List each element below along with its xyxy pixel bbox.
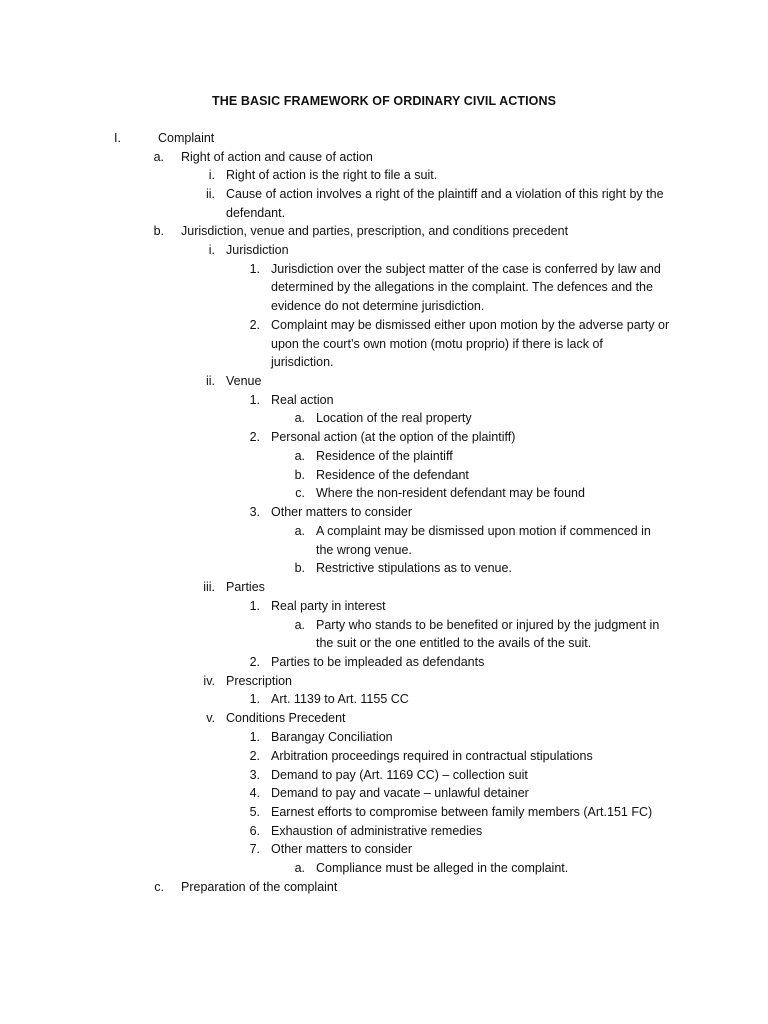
outline-marker: iii. [203,580,215,594]
outline-marker: 1. [249,692,260,706]
outline-text: jurisdiction. [271,355,334,369]
outline-text: Demand to pay (Art. 1169 CC) – collection suit [271,768,528,782]
outline-marker: c. [154,880,164,894]
outline-marker: b. [153,224,164,238]
outline-text: Parties to be impleaded as defendants [271,655,485,669]
outline-text: Compliance must be alleged in the complaint. [316,861,569,875]
outline-text: Prescription [226,674,292,688]
outline-text: Restrictive stipulations as to venue. [316,561,512,575]
outline-text: Venue [226,374,262,388]
outline-text: the wrong venue. [316,543,412,557]
outline-text: Other matters to consider [271,842,413,856]
outline-text: upon the court’s own motion (motu proprio) if there is lack of [271,337,603,351]
outline-marker: iv. [203,674,215,688]
outline-marker: 1. [249,730,260,744]
outline-marker: i. [208,243,215,257]
outline-text: Preparation of the complaint [181,880,338,894]
outline-marker: 2. [249,318,260,332]
outline-text: Parties [226,580,265,594]
outline-text: Art. 1139 to Art. 1155 CC [271,692,409,706]
outline-text: Other matters to consider [271,505,413,519]
outline-text: Arbitration proceedings required in contractual stipulations [271,749,593,763]
outline-marker: 3. [249,505,260,519]
outline-marker: 3. [249,768,260,782]
outline-marker: 1. [249,599,260,613]
outline-text: Earnest efforts to compromise between family members (Art.151 FC) [271,805,653,819]
outline-marker: 1. [249,262,260,276]
outline-text: defendant. [226,206,286,220]
outline-marker: a. [294,411,305,425]
outline-marker: a. [294,861,305,875]
document-title: THE BASIC FRAMEWORK OF ORDINARY CIVIL ACTIONS [211,94,557,108]
outline-text: Exhaustion of administrative remedies [271,824,483,838]
outline-marker: a. [294,618,305,632]
outline-text: Where the non-resident defendant may be found [316,486,585,500]
outline-marker: 6. [249,824,260,838]
outline-marker: ii. [205,374,215,388]
outline-marker: a. [153,150,164,164]
outline-marker: 2. [249,749,260,763]
outline-marker: a. [294,524,305,538]
outline-marker: 2. [249,430,260,444]
outline-text: Personal action (at the option of the plaintiff) [271,430,516,444]
outline-text: Jurisdiction [226,243,289,257]
outline-marker: i. [208,168,215,182]
outline-text: Conditions Precedent [226,711,346,725]
outline-text: Jurisdiction, venue and parties, prescription, and conditions precedent [181,224,569,238]
outline-marker: c. [295,486,305,500]
outline-marker: 5. [249,805,260,819]
outline-text: Cause of action involves a right of the plaintiff and a violation of this right by the [226,187,664,201]
outline-marker: ii. [205,187,215,201]
outline-text: evidence do not determine jurisdiction. [271,299,485,313]
outline-marker: b. [294,468,305,482]
outline-text: A complaint may be dismissed upon motion if commenced in [316,524,651,538]
outline-marker: 7. [249,842,260,856]
outline-marker: v. [206,711,215,725]
outline-marker: 4. [249,786,260,800]
outline-marker: 1. [249,393,260,407]
outline-text: Residence of the defendant [316,468,469,482]
outline-text: Jurisdiction over the subject matter of the case is conferred by law and [271,262,661,276]
outline-text: the suit or the one entitled to the avails of the suit. [316,636,592,650]
outline-text: Right of action and cause of action [181,150,373,164]
outline-text: determined by the allegations in the complaint. The defences and the [271,280,653,294]
outline-marker: a. [294,449,305,463]
outline-marker: 2. [249,655,260,669]
outline-text: Real action [271,393,334,407]
outline-text: Complaint [158,131,215,145]
outline-text: Party who stands to be benefited or injured by the judgment in [316,618,660,632]
outline-text: Complaint may be dismissed either upon motion by the adverse party or [271,318,670,332]
outline-text: Right of action is the right to file a suit. [226,168,438,182]
outline-text: Location of the real property [316,411,472,425]
outline-text: Real party in interest [271,599,386,613]
outline-text: Barangay Conciliation [271,730,393,744]
outline-text: Demand to pay and vacate – unlawful detainer [271,786,529,800]
outline-text: Residence of the plaintiff [316,449,453,463]
outline-marker: b. [294,561,305,575]
outline-marker: I. [114,131,121,145]
